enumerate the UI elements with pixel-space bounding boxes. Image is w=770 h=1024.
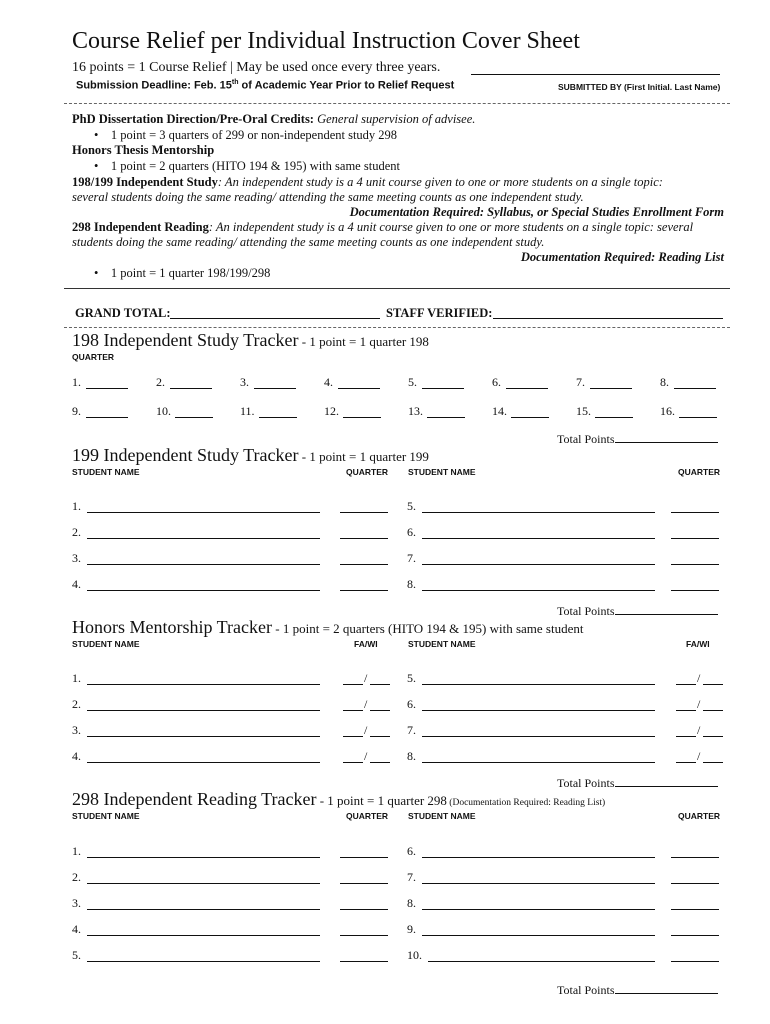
quarter-header: QUARTER xyxy=(72,352,115,362)
quarter-field[interactable] xyxy=(86,417,128,418)
row-number: 1. xyxy=(72,844,81,858)
slash: / xyxy=(697,723,701,737)
quarter-number: 15. xyxy=(576,404,591,418)
quarter-field[interactable] xyxy=(674,388,716,389)
quarter-header: QUARTER xyxy=(346,811,389,821)
quarter-number: 1. xyxy=(72,375,81,389)
wi-field[interactable] xyxy=(703,710,723,711)
fa-field[interactable] xyxy=(676,736,696,737)
student-name-header: STUDENT NAME xyxy=(408,467,476,477)
row-number: 2. xyxy=(72,525,81,539)
quarter-field[interactable] xyxy=(671,961,719,962)
quarter-field[interactable] xyxy=(343,417,381,418)
total-points-honors: Total Points xyxy=(557,774,718,791)
quarter-field[interactable] xyxy=(671,538,719,539)
fa-field[interactable] xyxy=(676,684,696,685)
independent-study-doc: Documentation Required: Syllabus, or Special Studies Enrollment Form xyxy=(349,205,724,219)
independent-reading-rule: 298 Independent Reading: An independent study is a 4 unit course given to one or more students on a single topic: several xyxy=(72,220,694,234)
student-name-field[interactable] xyxy=(422,857,655,858)
quarter-header: QUARTER xyxy=(346,467,389,477)
student-name-field[interactable] xyxy=(87,909,320,910)
quarter-field[interactable] xyxy=(340,883,388,884)
quarter-field[interactable] xyxy=(671,883,719,884)
divider xyxy=(64,288,730,289)
quarter-number: 3. xyxy=(240,375,249,389)
row-number: 8. xyxy=(407,749,416,763)
submission-deadline: Submission Deadline: Feb. 15th of Academic Year Prior to Relief Request xyxy=(76,79,455,92)
fa-field[interactable] xyxy=(676,762,696,763)
row-number: 8. xyxy=(407,896,416,910)
quarter-field[interactable] xyxy=(340,538,388,539)
row-number: 5. xyxy=(407,671,416,685)
total-points-198: Total Points xyxy=(557,430,718,447)
row-number: 1. xyxy=(72,671,81,685)
quarter-field[interactable] xyxy=(422,388,464,389)
slash: / xyxy=(697,671,701,685)
quarter-number: 6. xyxy=(492,375,501,389)
student-name-field[interactable] xyxy=(422,538,655,539)
row-number: 2. xyxy=(72,697,81,711)
submitted-by-label: SUBMITTED BY (First Initial. Last Name) xyxy=(558,82,721,92)
student-name-field[interactable] xyxy=(87,590,320,591)
row-number: 1. xyxy=(72,499,81,513)
fa-field[interactable] xyxy=(343,710,363,711)
quarter-field[interactable] xyxy=(340,590,388,591)
student-name-field[interactable] xyxy=(87,710,320,711)
tracker-298-title: 298 Independent Reading Tracker - 1 point = 1 quarter 298 (Documentation Required: Reading List) xyxy=(72,789,606,809)
grand-total-field[interactable] xyxy=(170,318,380,319)
phd-bullet: • 1 point = 3 quarters of 299 or non-independent study 298 xyxy=(94,128,398,142)
fa-field[interactable] xyxy=(343,684,363,685)
row-number: 4. xyxy=(72,749,81,763)
row-number: 2. xyxy=(72,870,81,884)
quarter-field[interactable] xyxy=(671,512,719,513)
row-number: 4. xyxy=(72,577,81,591)
student-name-field[interactable] xyxy=(428,961,655,962)
quarter-number: 8. xyxy=(660,375,669,389)
student-name-field[interactable] xyxy=(87,684,320,685)
quarter-field[interactable] xyxy=(340,512,388,513)
quarter-field[interactable] xyxy=(175,417,213,418)
quarter-number: 14. xyxy=(492,404,507,418)
tracker-198-title: 198 Independent Study Tracker - 1 point = 1 quarter 198 xyxy=(72,330,429,350)
quarter-number: 10. xyxy=(156,404,171,418)
divider xyxy=(64,327,730,328)
quarter-field[interactable] xyxy=(595,417,633,418)
row-number: 7. xyxy=(407,551,416,565)
student-name-field[interactable] xyxy=(87,538,320,539)
slash: / xyxy=(697,749,701,763)
slash: / xyxy=(364,671,368,685)
row-number: 6. xyxy=(407,525,416,539)
row-number: 9. xyxy=(407,922,416,936)
subtitle: 16 points = 1 Course Relief | May be used once every three years. xyxy=(72,60,441,75)
quarter-number: 7. xyxy=(576,375,585,389)
row-number: 6. xyxy=(407,697,416,711)
student-name-field[interactable] xyxy=(422,909,655,910)
quarter-field[interactable] xyxy=(671,857,719,858)
quarter-number: 9. xyxy=(72,404,81,418)
quarter-field[interactable] xyxy=(671,935,719,936)
student-name-header: STUDENT NAME xyxy=(408,639,476,649)
tracker-199-title: 199 Independent Study Tracker - 1 point = 1 quarter 199 xyxy=(72,445,429,465)
student-name-field[interactable] xyxy=(87,935,320,936)
reading-bullet: • 1 point = 1 quarter 198/199/298 xyxy=(94,266,271,280)
quarter-number: 4. xyxy=(324,375,333,389)
quarter-number: 2. xyxy=(156,375,165,389)
row-number: 5. xyxy=(72,948,81,962)
student-name-field[interactable] xyxy=(87,564,320,565)
student-name-field[interactable] xyxy=(422,710,655,711)
honors-tracker-title: Honors Mentorship Tracker - 1 point = 2 quarters (HITO 194 & 195) with same student xyxy=(72,617,584,637)
quarter-field[interactable] xyxy=(511,417,549,418)
quarter-header: QUARTER xyxy=(678,811,721,821)
quarter-number: 12. xyxy=(324,404,339,418)
independent-reading-rule-cont: students doing the same reading/ attending the same meeting counts as one independent study. xyxy=(72,235,545,249)
fa-field[interactable] xyxy=(343,762,363,763)
quarter-number: 16. xyxy=(660,404,675,418)
student-name-header: STUDENT NAME xyxy=(408,811,476,821)
student-name-field[interactable] xyxy=(87,736,320,737)
quarter-field[interactable] xyxy=(340,935,388,936)
row-number: 3. xyxy=(72,896,81,910)
wi-field[interactable] xyxy=(703,762,723,763)
independent-study-rule-cont: several students doing the same reading/ attending the same meeting counts as one independent study. xyxy=(72,190,584,204)
student-name-field[interactable] xyxy=(87,512,320,513)
student-name-field[interactable] xyxy=(422,684,655,685)
wi-field[interactable] xyxy=(703,736,723,737)
total-points-199: Total Points xyxy=(557,602,718,619)
student-name-field[interactable] xyxy=(87,883,320,884)
quarter-field[interactable] xyxy=(671,564,719,565)
wi-field[interactable] xyxy=(370,762,390,763)
quarter-field[interactable] xyxy=(506,388,548,389)
quarter-field[interactable] xyxy=(170,388,212,389)
wi-field[interactable] xyxy=(370,710,390,711)
student-name-field[interactable] xyxy=(87,762,320,763)
total-points-298: Total Points xyxy=(557,981,718,998)
quarter-field[interactable] xyxy=(590,388,632,389)
divider xyxy=(64,103,730,104)
student-name-header: STUDENT NAME xyxy=(72,467,140,477)
quarter-field[interactable] xyxy=(338,388,380,389)
student-name-field[interactable] xyxy=(422,736,655,737)
submitted-by-field[interactable] xyxy=(471,74,720,75)
quarter-number: 5. xyxy=(408,375,417,389)
quarter-field[interactable] xyxy=(340,857,388,858)
honors-bullet: • 1 point = 2 quarters (HITO 194 & 195) with same student xyxy=(94,159,400,173)
student-name-field[interactable] xyxy=(422,564,655,565)
quarter-field[interactable] xyxy=(340,961,388,962)
student-name-field[interactable] xyxy=(422,883,655,884)
row-number: 5. xyxy=(407,499,416,513)
student-name-header: STUDENT NAME xyxy=(72,639,140,649)
quarter-field[interactable] xyxy=(340,909,388,910)
independent-reading-doc: Documentation Required: Reading List xyxy=(520,250,724,264)
quarter-field[interactable] xyxy=(671,909,719,910)
quarter-number: 13. xyxy=(408,404,423,418)
slash: / xyxy=(364,723,368,737)
row-number: 10. xyxy=(407,948,422,962)
staff-verified-field[interactable] xyxy=(493,318,723,319)
quarter-header: QUARTER xyxy=(678,467,721,477)
student-name-header: STUDENT NAME xyxy=(72,811,140,821)
phd-rule: PhD Dissertation Direction/Pre-Oral Credits: General supervision of advisee. xyxy=(72,112,476,126)
quarter-field[interactable] xyxy=(254,388,296,389)
row-number: 6. xyxy=(407,844,416,858)
row-number: 3. xyxy=(72,551,81,565)
fa-field[interactable] xyxy=(343,736,363,737)
row-number: 8. xyxy=(407,577,416,591)
quarter-field[interactable] xyxy=(340,564,388,565)
slash: / xyxy=(697,697,701,711)
row-number: 4. xyxy=(72,922,81,936)
quarter-field[interactable] xyxy=(671,590,719,591)
independent-study-rule: 198/199 Independent Study: An independent study is a 4 unit course given to one or more students on a single topic: xyxy=(72,175,663,189)
wi-field[interactable] xyxy=(370,684,390,685)
student-name-field[interactable] xyxy=(422,935,655,936)
honors-rule: Honors Thesis Mentorship xyxy=(72,143,215,157)
student-name-field[interactable] xyxy=(87,961,320,962)
quarter-field[interactable] xyxy=(427,417,465,418)
row-number: 3. xyxy=(72,723,81,737)
slash: / xyxy=(364,749,368,763)
wi-field[interactable] xyxy=(703,684,723,685)
fa-wi-header: FA/WI xyxy=(354,639,378,649)
slash: / xyxy=(364,697,368,711)
quarter-field[interactable] xyxy=(679,417,717,418)
student-name-field[interactable] xyxy=(422,590,655,591)
quarter-number: 11. xyxy=(240,404,255,418)
quarter-field[interactable] xyxy=(259,417,297,418)
staff-verified-label: STAFF VERIFIED: xyxy=(386,306,493,320)
fa-wi-header: FA/WI xyxy=(686,639,710,649)
quarter-field[interactable] xyxy=(86,388,128,389)
page-title: Course Relief per Individual Instruction Cover Sheet xyxy=(72,28,580,54)
student-name-field[interactable] xyxy=(422,762,655,763)
student-name-field[interactable] xyxy=(422,512,655,513)
row-number: 7. xyxy=(407,870,416,884)
grand-total-label: GRAND TOTAL: xyxy=(75,306,171,320)
wi-field[interactable] xyxy=(370,736,390,737)
student-name-field[interactable] xyxy=(87,857,320,858)
fa-field[interactable] xyxy=(676,710,696,711)
row-number: 7. xyxy=(407,723,416,737)
